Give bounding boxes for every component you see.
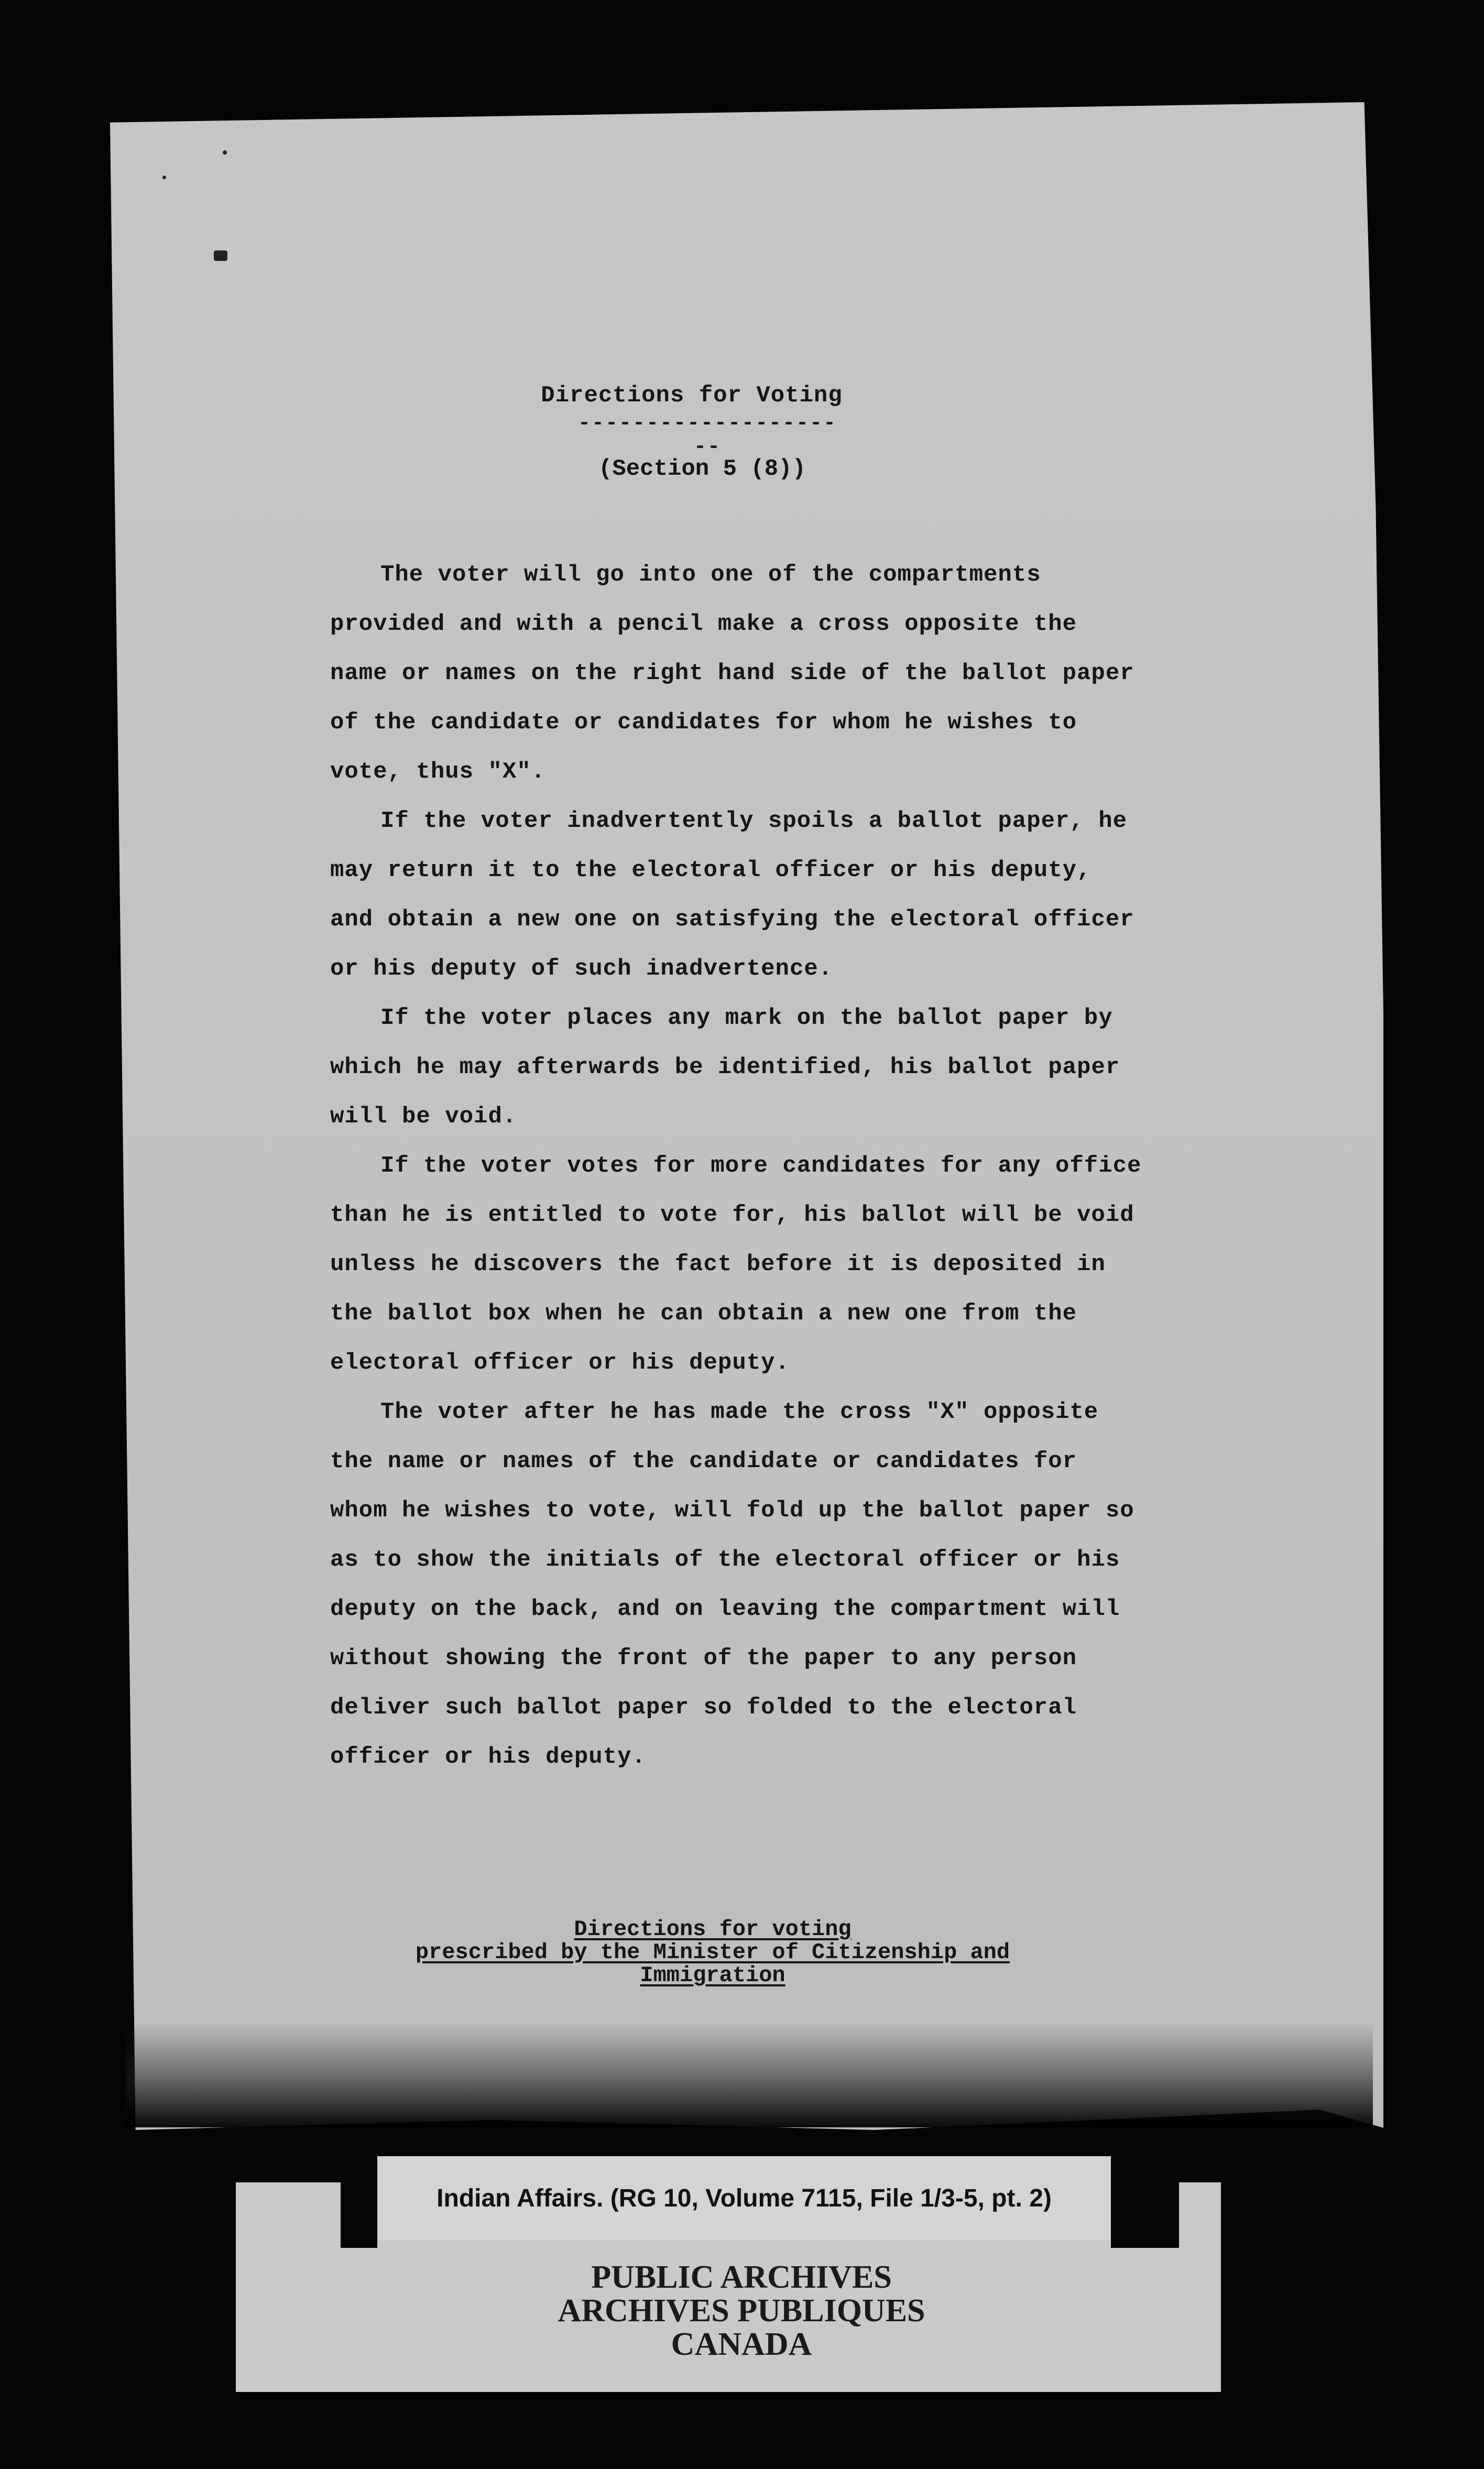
archive-reference-tab <box>377 2156 1111 2240</box>
paragraph: If the voter inadvertently spoils a ballot paper, he may return it to the electoral officer or his deputy, and obtain a new one on satisfying the electoral officer or his deputy of such inadvertence. <box>330 808 1149 982</box>
page-title: Directions for Voting <box>541 383 843 409</box>
stamp-notch <box>341 2182 377 2248</box>
stamp-notch <box>1111 2182 1179 2248</box>
stamp-line: CANADA <box>671 2326 812 2362</box>
footer-caption <box>356 1918 1069 1987</box>
paragraph: If the voter places any mark on the ballot paper by which he may afterwards be identified, his ballot paper will be void. <box>330 1005 1134 1130</box>
footer-line: prescribed by the Minister of Citizenship and Immigration <box>415 1940 1010 1988</box>
archive-reference: Indian Affairs. (RG 10, Volume 7115, File 1/3-5, pt. 2) <box>437 2184 1052 2212</box>
stamp-line: PUBLIC ARCHIVES <box>591 2259 892 2295</box>
stamp-line: ARCHIVES PUBLIQUES <box>558 2293 925 2329</box>
document-body <box>330 550 1156 1782</box>
title-underline: --------------------- <box>577 412 837 459</box>
paragraph: The voter will go into one of the compartments provided and with a pencil make a cross opposite the name or names on the right hand side of the ballot paper of the candidate or candidates for whom he wishes to vote, thus "X". <box>330 562 1149 785</box>
archive-stamp <box>372 2245 1111 2376</box>
paragraph: The voter after he has made the cross "X" opposite the name or names of the candidate or candidates for whom he wishes to vote, will fold up the ballot paper so as to show the initials of the electoral officer or his deputy on the back, and on leaving the compartment will without showing the front of the paper to any person deliver such ballot paper so folded to the electoral officer or his deputy. <box>330 1399 1149 1770</box>
paragraph: If the voter votes for more candidates for any office than he is entitled to vote for, his ballot will be void unless he discovers the fact before it is deposited in the ballot box when he can obtain a new one from the electoral officer or his deputy. <box>330 1153 1156 1376</box>
footer-line: Directions for voting <box>574 1917 852 1942</box>
section-reference: (Section 5 (8)) <box>598 456 806 482</box>
